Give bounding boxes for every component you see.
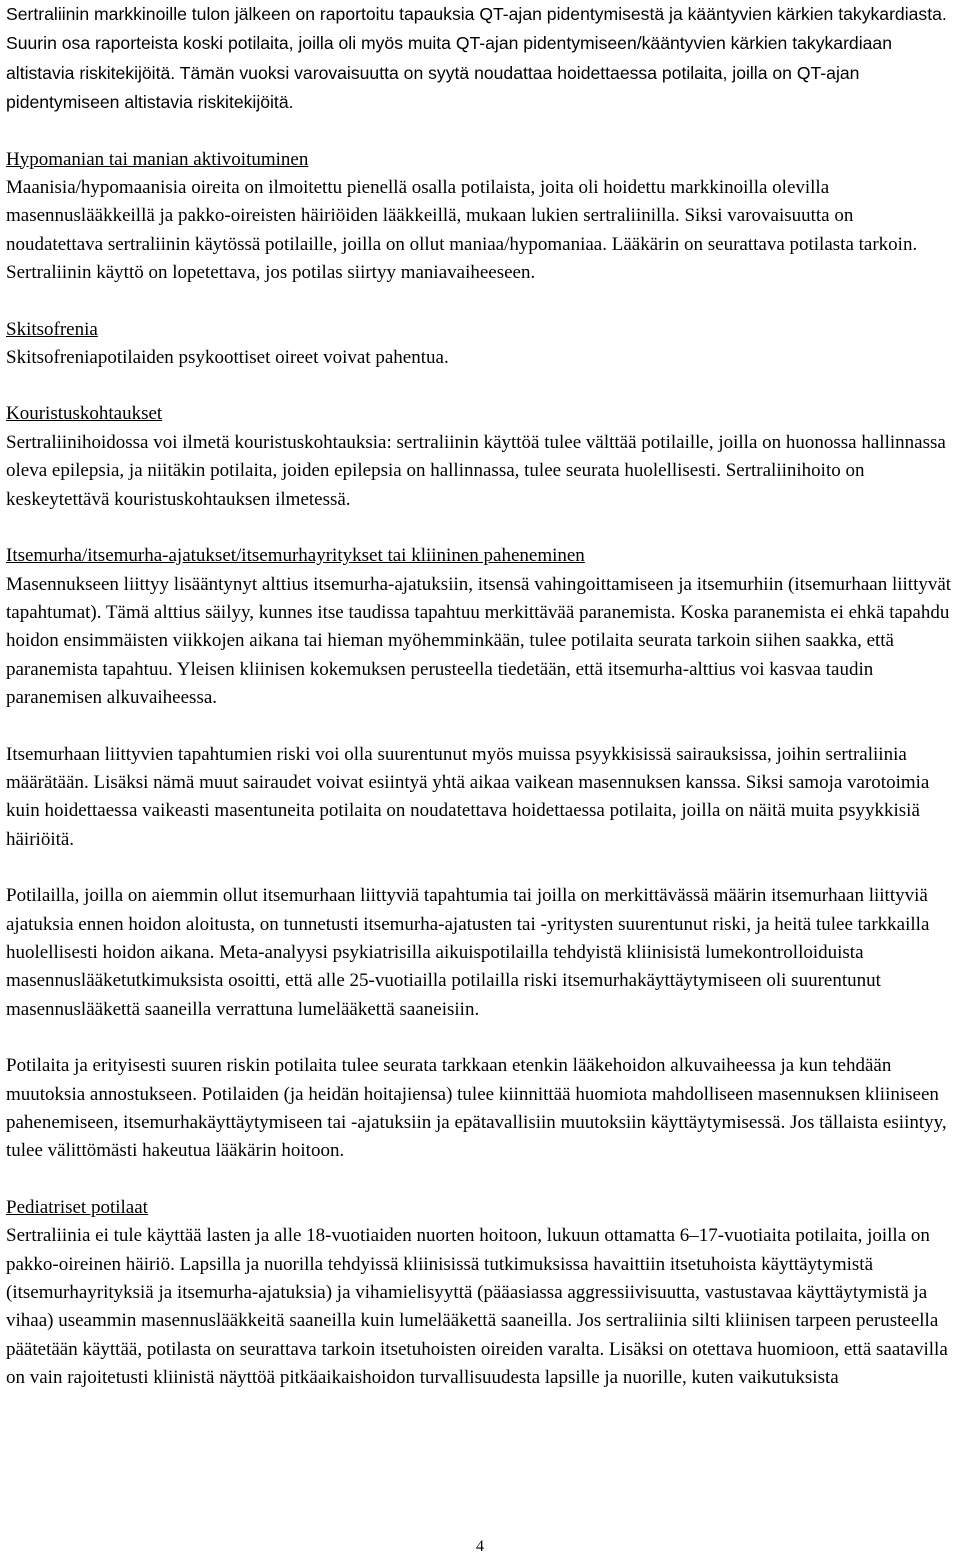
section-heading: Skitsofrenia	[6, 318, 98, 340]
section-body: Sertraliinia ei tule käyttää lasten ja alle 18-vuotiaiden nuorten hoitoon, lukuun ottamatta 6–17-vuotiaita potilaita, joilla on pakko-oireinen häiriö. Lapsilla ja nuorilla tehdyissä kliinisissä tutkimuksissa havaittiin itsetuhoista käyttäytymistä (itsemurhayrityksiä ja itsemurha-ajatuksia) ja vihamielisyyttä (pääasiassa aggressiivisuutta, vastustavaa käyttäytymistä ja vihaa) useammin masennuslääkkeitä saaneilla kuin lumelääkettä saaneilla. Jos sertraliinia silti kliinisen tarpeen perusteella päätetään käyttää, potilasta on seurattava tarkoin itsetuhoisten oireiden varalta. Lisäksi on otettava huomioon, että saatavilla on vain rajoitetusti kliinistä näyttöä pitkäaikaishoidon turvallisuudesta lapsille ja nuorille, kuten vaikutuksista	[6, 1225, 948, 1389]
section-body: Masennukseen liittyy lisääntynyt alttius itsemurha-ajatuksiin, itsensä vahingoittamiseen ja itsemurhiin (itsemurhaan liittyvät tapahtumat). Tämä alttius säilyy, kunnes itse taudissa tapahtuu merkittävää paranemista. Koska paranemista ei ehkä tapahdu hoidon ensimmäisten viikkojen aikana tai hieman myöhemminkään, tulee potilaita seurata tarkoin siihen saakka, että paranemista tapahtuu. Yleisen kliinisen kokemuksen perusteella tiedetään, että itsemurha-alttius voi kasvaa taudin paranemisen alkuvaiheessa.	[6, 573, 952, 709]
section-suicide	[6, 542, 954, 712]
section-heading: Hypomanian tai manian aktivoituminen	[6, 148, 309, 170]
section-hypomania	[6, 146, 954, 288]
section-pediatric	[6, 1194, 954, 1393]
document-page	[6, 0, 954, 1421]
paragraph: Potilailla, joilla on aiemmin ollut itsemurhaan liittyviä tapahtumia tai joilla on merkittävässä määrin itsemurhaan liittyviä ajatuksia ennen hoidon aloitusta, on tunnetusti itsemurha-ajatusten tai -yritysten suurentunut riski, ja heitä tulee tarkkailla huolellisesti hoidon aikana. Meta-analyysi psykiatrisilla aikuispotilailla tehdyistä kliinisistä lumekontrolloiduista masennuslääketutkimuksista osoitti, että alle 25-vuotiailla potilailla riski itsemurhakäyttäytymiseen oli suurentunut masennuslääkettä saaneilla verrattuna lumelääkettä saaneisiin.	[6, 885, 930, 1020]
section-heading: Itsemurha/itsemurha-ajatukset/itsemurhayritykset tai kliininen paheneminen	[6, 545, 585, 567]
section-heading: Kouristuskohtaukset	[6, 403, 163, 425]
paragraph: Potilaita ja erityisesti suuren riskin potilaita tulee seurata tarkkaan etenkin lääkehoidon alkuvaiheessa ja kun tehdään muutoksia annostukseen. Potilaiden (ja heidän hoitajiensa) tulee kiinnittää huomiota mahdolliseen masennuksen kliiniseen pahenemiseen, itsemurhakäyttäytymiseen tai -ajatuksiin ja epätavallisiin muutoksiin käyttäytymisessä. Jos tällaista esiintyy, tulee välittömästi hakeutua lääkärin hoitoon.	[6, 1055, 947, 1162]
section-seizures	[6, 400, 954, 514]
intro-paragraph	[6, 0, 954, 118]
section-schizophrenia	[6, 316, 954, 373]
section-body: Skitsofreniapotilaiden psykoottiset oireet voivat pahentua.	[6, 347, 449, 369]
intro-text-part1: Sertraliinin markkinoille tulon jälkeen on raportoitu tapauksia QT-ajan pidentymisestä ja kääntyvien kärkien takykardiasta.	[6, 4, 947, 24]
intro-text-part2: Suurin osa raporteista koski potilaita, joilla oli myös muita QT-ajan pidentymiseen/kääntyvien kärkien takykardiaan altistavia riskitekijöitä. Tämän vuoksi varovaisuutta on syytä noudattaa hoidettaessa potilaita, joilla on QT-ajan pidentymiseen altistavia riskitekijöitä.	[6, 33, 892, 113]
section-body: Sertraliinihoidossa voi ilmetä kouristuskohtauksia: sertraliinin käyttöä tulee välttää potilaille, joilla on huonossa hallinnassa oleva epilepsia, ja niitäkin potilaita, joiden epilepsia on hallinnassa, tulee seurata huolellisesti. Sertraliinihoito on keskeytettävä kouristuskohtauksen ilmetessä.	[6, 431, 946, 510]
section-body: Maanisia/hypomaanisia oireita on ilmoitettu pienellä osalla potilaista, joita oli hoidettu markkinoilla olevilla masennuslääkkeillä ja pakko-oireisten häiriöiden lääkkeillä, mukaan lukien sertraliinilla. Siksi varovaisuutta on noudatettava sertraliinin käytössä potilaille, joilla on ollut maniaa/hypomaniaa. Lääkärin on seurattava potilasta tarkoin. Sertraliinin käyttö on lopetettava, jos potilas siirtyy maniavaiheeseen.	[6, 177, 918, 284]
paragraph: Itsemurhaan liittyvien tapahtumien riski voi olla suurentunut myös muissa psyykkisissä sairauksissa, joihin sertraliinia määrätään. Lisäksi nämä muut sairaudet voivat esiintyä yhtä aikaa vaikean masennuksen kanssa. Siksi samoja varotoimia kuin hoidettaessa vaikeasti masentuneita potilaita on noudatettava hoidettaessa potilaita, joilla on näitä muita psyykkisiä häiriöitä.	[6, 743, 930, 850]
page-number: 4	[476, 1538, 484, 1555]
section-heading: Pediatriset potilaat	[6, 1196, 148, 1218]
